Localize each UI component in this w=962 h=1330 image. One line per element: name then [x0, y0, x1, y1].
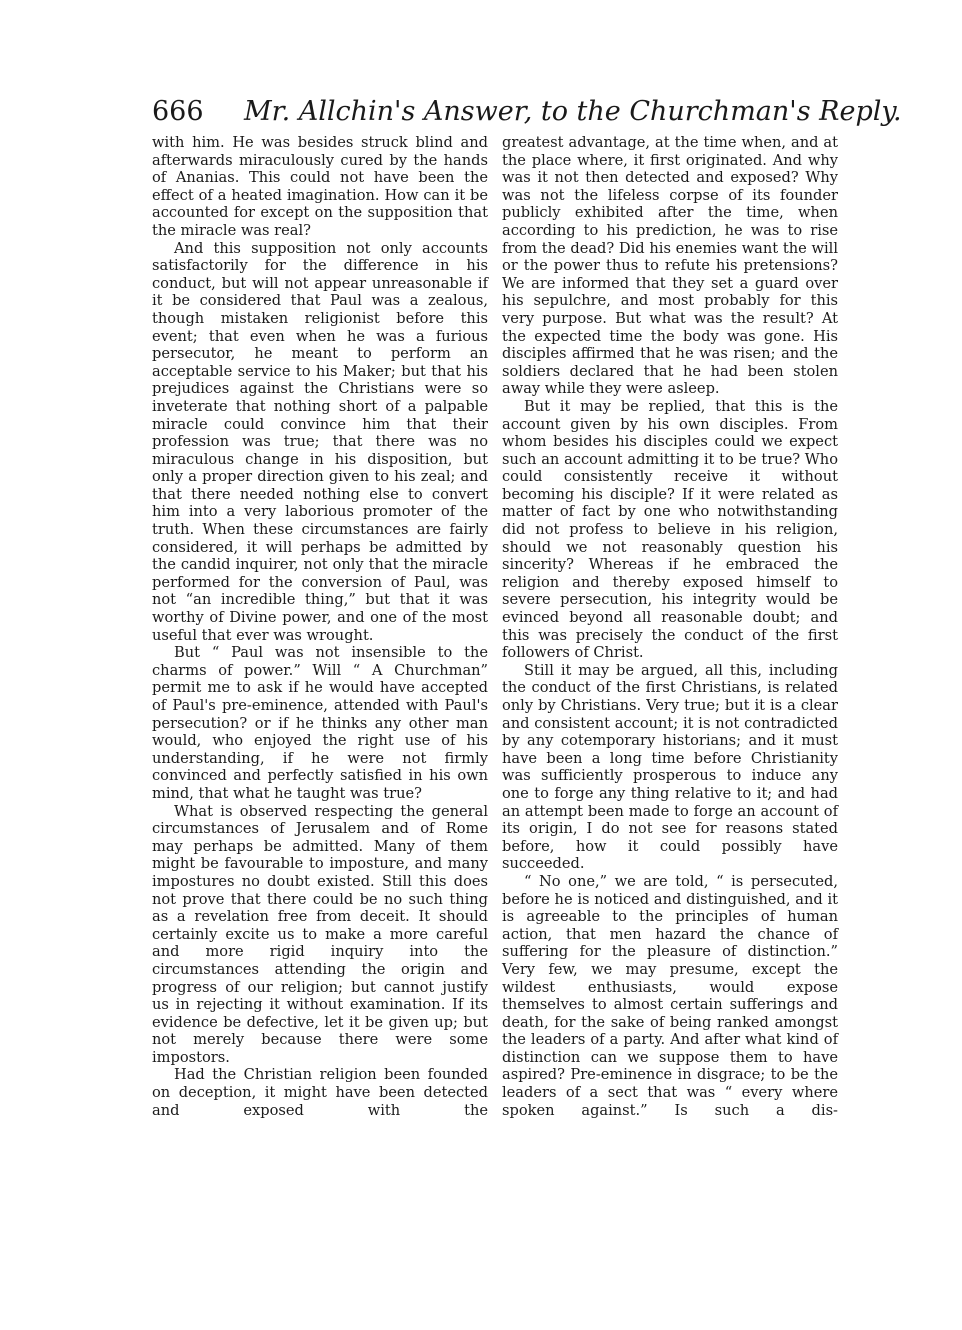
paragraph: And this supposition not only accounts satisfactorily for the difference in his conduct, but will not appear unreasonable if it be considered that Paul was a zealous, though mistaken religionist before this event; that even when he was a furious persecutor, he meant to perform an acceptable service to his Maker; but that his prejudices against the Christians were so inveterate that nothing short of a palpable miracle could convince him that their profession was true; that there was no miraculous change in his disposition, but only a proper direction given to his zeal; and that there needed nothing else to convert him into a very laborious promoter of the truth. When these circumstances are fairly considered, it will perhaps be admitted by the candid inquirer, not only that the miracle performed for the conversion of Paul, was not “an incredible thing,” but that it was worthy of Divine power, and one of the most useful that ever was wrought. [152, 239, 488, 644]
running-title: Mr. Allchin's Answer, to the Churchman's Reply. [244, 96, 902, 127]
paragraph: But it may be replied, that this is the account given by his own disciples. From whom besides his disciples could we expect such an account admitting it to be true? Who could consistently receive it without becoming his disciple? If it were related as matter of fact by one who notwithstanding did not profess to believe in his religion, should we not reasonably question his sincerity? Whereas if he embraced the religion and thereby exposed himself to severe persecution, his integrity would be evinced beyond all reasonable doubt; and this was precisely the conduct of the first followers of Christ. [502, 397, 838, 662]
left-column [152, 134, 488, 1119]
paragraph: with him. He was besides struck blind and afterwards miraculously cured by the hands of Ananias. This could not have been the effect of a heated imagination. How can it be accounted for except on the supposition that the miracle was real? [152, 134, 488, 239]
page-header [152, 92, 902, 132]
paragraph: greatest advantage, at the time when, and at the place where, it first originated. And why was it not then detected and exposed? Why was not the lifeless corpse of its founder publicly exhibited after the time, when according to his prediction, he was to rise from the dead? Did his enemies want the will or the power thus to refute his pretensions? We are informed that they set a guard over his sepulchre, and most probably for this very purpose. But what was the result? At the expected time the body was gone. His disciples affirmed that he was risen; and the soldiers declared that he had been stolen away while they were asleep. [502, 134, 838, 398]
paragraph: Still it may be argued, all this, including the conduct of the first Christians, is related only by Christians. Very true; but it is a clear and consistent account; it is not contradicted by any cotemporary historians; and it must have been a long time before Christianity was sufficiently prosperous to induce any one to forge any thing relative to it; and had an attempt been made to forge an account of its origin, I do not see for reasons stated before, how it could possibly have succeeded. [502, 661, 838, 873]
paragraph: “ No one,” we are told, “ is persecuted, before he is noticed and distinguished, and it is agreeable to the principles of human action, that men hazard the chance of suffering for the pleasure of distinction.” Very few, we may presume, except the wildest enthusiasts, would expose themselves to almost certain sufferings and death, for the sake of being ranked amongst the leaders of a party. And after what kind of distinction can we suppose them to have aspired? Pre-eminence in disgrace; to be the leaders of a sect that was “ every where spoken against.” Is such a dis- [502, 872, 838, 1119]
paragraph: What is observed respecting the general circumstances of Jerusalem and of Rome may perhaps be admitted. Many of them might be favourable to imposture, and many impostures no doubt existed. Still this does not prove that there could be no such thing as a revelation free from deceit. It should certainly excite us to make a more careful and more rigid inquiry into the circumstances attending the origin and progress of our religion; but cannot justify us in rejecting it without examination. If its evidence be defective, let it be given up; but not merely because there were some impostors. [152, 802, 488, 1066]
paragraph: Had the Christian religion been founded on deception, it might have been detected and exposed with the [152, 1066, 488, 1119]
paragraph: But “ Paul was not insensible to the charms of power.” Will “ A Churchman” permit me to ask if he would have accepted of Paul's pre-eminence, attended with Paul's persecution? or if he thinks any other man would, who enjoyed the right use of his understanding, if he were not firmly convinced and perfectly satisfied in his own mind, that what he taught was true? [152, 644, 488, 802]
page-number: 666 [152, 96, 204, 127]
right-column [502, 134, 838, 1119]
